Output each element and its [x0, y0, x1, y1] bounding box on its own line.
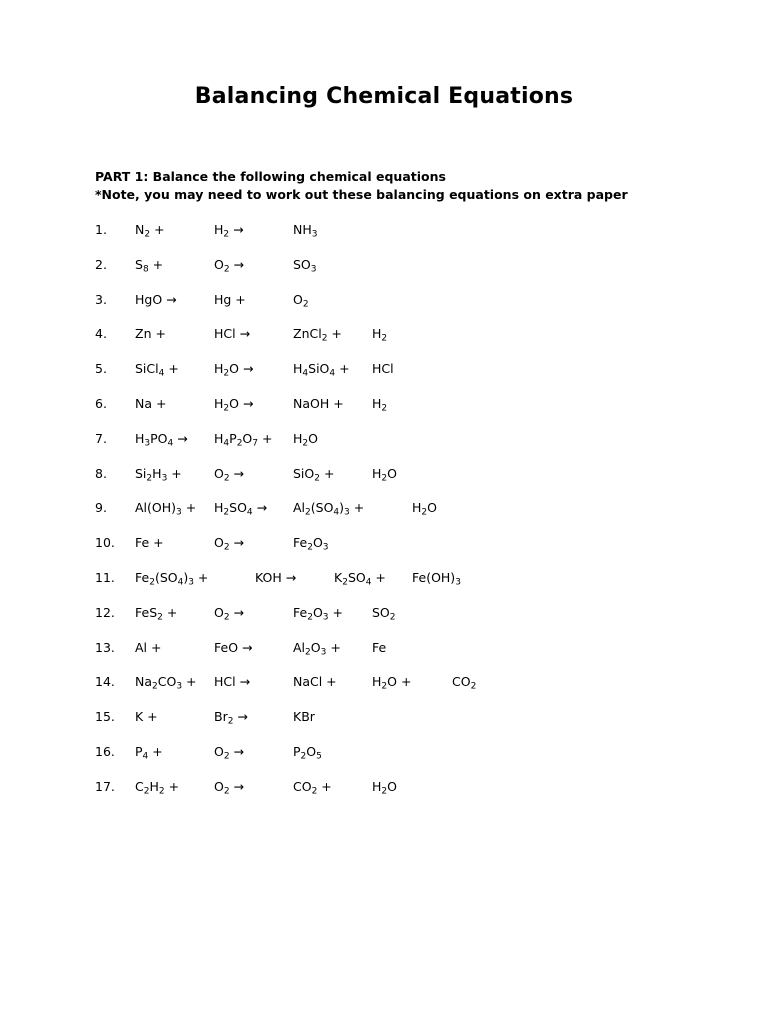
equation-term: SiCl$_4$ + [135, 361, 179, 379]
equation-term: $H_2$ [372, 396, 388, 414]
equation-term: $H_2O$ [372, 778, 397, 797]
equation-number: 14. [95, 674, 115, 690]
equation-term: $CO_2$ + [293, 778, 332, 797]
equation-term: $P_2O_5$ [293, 744, 322, 762]
part-note: *Note, you may need to work out these balancing equations on extra paper [95, 187, 628, 202]
equation-term: $O_2$ → [214, 535, 245, 553]
equation-number: 9. [95, 500, 107, 516]
equation-term: $Fe_2O_3$ + [293, 604, 343, 623]
equation-term: KOH → [255, 570, 297, 585]
equation-term: $H_2SO_4$ → [214, 500, 268, 518]
equation-row [0, 605, 768, 625]
equation-number: 4. [95, 326, 107, 342]
equation-term: $O_2$ → [214, 778, 245, 797]
equation-number: 8. [95, 465, 107, 481]
equation-term: NaCl + [293, 674, 337, 690]
equation-row [0, 222, 768, 242]
equation-term: HCl → [214, 326, 251, 342]
equation-term: $Al(OH)_3$ + [135, 500, 197, 518]
equation-term: $H_2O$ [412, 500, 437, 518]
equation-term: $Si_2H_3$ + [135, 465, 182, 483]
equation-term: HCl [372, 361, 394, 377]
equation-term: $NH_3$ [293, 222, 318, 240]
equation-term: $CO_2$ [452, 674, 477, 692]
equation-term: $SO_2$ [372, 604, 396, 623]
equation-term: $O_2$ → [214, 744, 245, 762]
equation-row [0, 466, 768, 486]
equation-row [0, 326, 768, 346]
equation-term: Zn + [135, 326, 166, 342]
equation-term: $P_4$ + [135, 744, 163, 762]
equation-number: 12. [95, 604, 115, 620]
equation-term: KBr [293, 709, 315, 725]
equation-term: $Na_2CO_3$ + [135, 674, 197, 692]
equation-term: $Fe_2O_3$ [293, 535, 329, 553]
equation-row [0, 744, 768, 764]
equation-term: $O_2$ → [214, 256, 245, 275]
equation-number: 17. [95, 778, 115, 794]
equation-term: FeO → [214, 639, 253, 655]
equation-term: HgO → [135, 291, 177, 307]
equation-term: $K_2SO_4$ + [334, 570, 386, 588]
equation-term: $Fe_2(SO_4)_3$ + [135, 570, 209, 588]
equation-term: $O_2$ [293, 291, 309, 309]
equation-term: $H_2$ → [214, 222, 244, 240]
equation-term: $Br_2$ → [214, 709, 248, 727]
equation-term: $H_4SiO_4$ + [293, 361, 350, 379]
equation-term: K + [135, 709, 158, 725]
equation-term: $Fe(OH)_3$ [412, 570, 461, 588]
equation-row [0, 535, 768, 555]
equation-term: Na + [135, 396, 167, 411]
equation-term: $H_2O$ + [372, 674, 412, 692]
equation-term: Fe + [135, 535, 164, 551]
equation-term: FeS$_2$ + [135, 604, 178, 623]
equation-row [0, 431, 768, 451]
equation-term: NaOH + [293, 396, 344, 411]
equation-term: $Al_2(SO_4)_3$ + [293, 500, 365, 518]
equation-number: 3. [95, 291, 107, 307]
equation-row [0, 674, 768, 694]
equation-term: $H_2O$ → [214, 361, 254, 379]
equation-row [0, 292, 768, 312]
equation-row [0, 709, 768, 729]
equation-term: $H_2O$ [293, 430, 318, 449]
equation-term: $C_2H_2$ + [135, 778, 180, 797]
equation-number: 11. [95, 570, 115, 585]
equation-number: 16. [95, 744, 115, 759]
equation-row [0, 361, 768, 381]
equation-number: 2. [95, 256, 107, 272]
equation-row [0, 640, 768, 660]
part-heading: PART 1: Balance the following chemical equations [95, 169, 446, 184]
equation-term: $H_2$ [372, 326, 388, 344]
equation-term: $H_2O$ [372, 465, 397, 483]
equation-number: 7. [95, 430, 107, 446]
equation-term: $O_2$ → [214, 465, 245, 483]
equation-term: Al + [135, 639, 162, 655]
equation-number: 10. [95, 535, 115, 551]
equation-number: 15. [95, 709, 115, 725]
equation-term: $H_3PO_4$ → [135, 430, 188, 449]
equation-number: 1. [95, 222, 107, 237]
equation-term: Fe [372, 639, 387, 655]
equation-term: $H_2O$ → [214, 396, 254, 414]
document-title: Balancing Chemical Equations [194, 84, 574, 109]
equation-term: $N_2$ + [135, 222, 165, 240]
equation-row [0, 570, 768, 590]
equation-term: $Al_2O_3$ + [293, 639, 341, 657]
equation-term: $O_2$ → [214, 604, 245, 623]
equation-term: ZnCl$_2$ + [293, 326, 342, 344]
equation-number: 13. [95, 639, 115, 655]
equation-term: $H_4P_2O_7$ + [214, 430, 273, 449]
equation-number: 6. [95, 396, 107, 411]
equation-row [0, 396, 768, 416]
equation-number: 5. [95, 361, 107, 377]
equation-row [0, 779, 768, 799]
equation-row [0, 500, 768, 520]
equation-row [0, 257, 768, 277]
equation-term: HCl → [214, 674, 251, 690]
equation-term: $S_8$ + [135, 256, 164, 275]
equation-term: $SO_3$ [293, 256, 317, 275]
equation-term: SiO$_2$ + [293, 465, 335, 483]
equation-term: Hg + [214, 291, 246, 307]
